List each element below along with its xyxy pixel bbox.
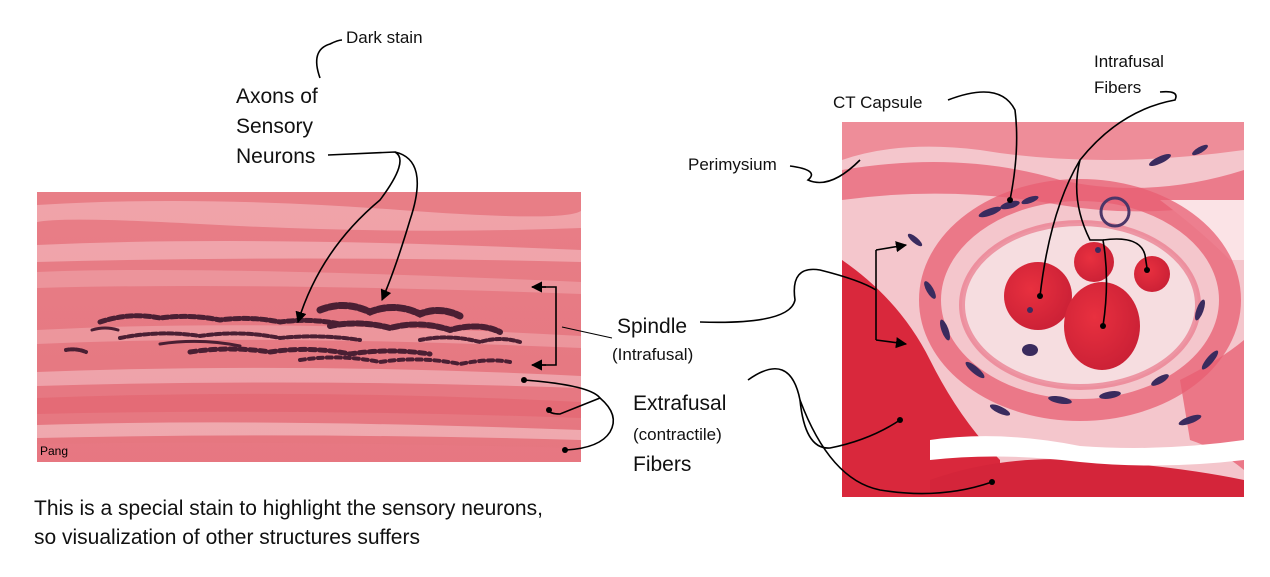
label-fibers: Fibers [633, 453, 692, 476]
label-perimysium: Perimysium [688, 155, 777, 174]
label-contractile: (contractile) [633, 425, 722, 444]
label-spindle: Spindle [617, 315, 688, 338]
label-ct-capsule: CT Capsule [833, 93, 923, 112]
label-intrafusal-line1: Intrafusal [1094, 52, 1164, 71]
label-extrafusal: Extrafusal [633, 392, 727, 415]
label-dark-stain: Dark stain [346, 28, 423, 47]
left-micrograph [31, 192, 582, 462]
caption-line1: This is a special stain to highlight the sensory neurons, [34, 497, 543, 520]
label-intrafusal-line2: Fibers [1094, 78, 1142, 97]
label-axons-line2: Sensory [236, 115, 314, 138]
label-axons-line1: Axons of [236, 85, 318, 108]
label-axons-line3: Neurons [236, 145, 316, 168]
caption-line2: so visualization of other structures suffers [34, 526, 420, 549]
watermark: Pang [40, 444, 69, 458]
label-intrafusal-paren: (Intrafusal) [612, 345, 694, 364]
right-micrograph [842, 122, 1244, 497]
